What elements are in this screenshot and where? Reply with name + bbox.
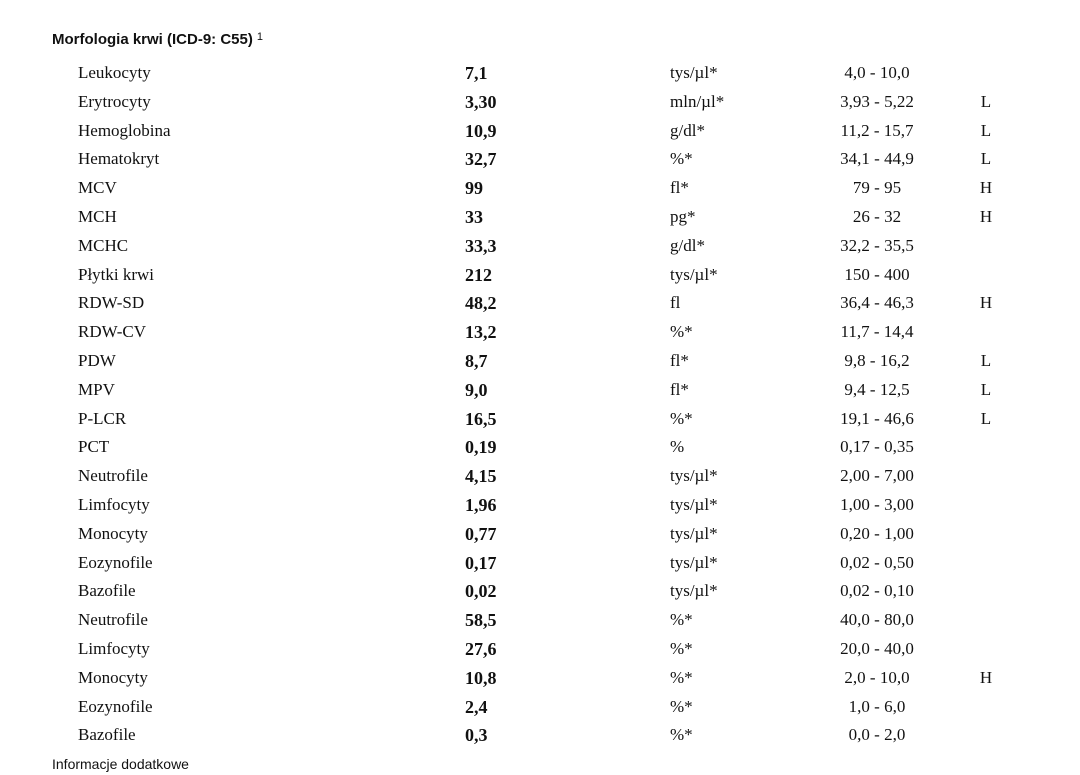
- test-value: 4,15: [465, 466, 497, 487]
- test-unit: g/dl*: [670, 235, 705, 255]
- test-unit: %*: [670, 149, 693, 169]
- test-value: 32,7: [465, 149, 497, 170]
- test-value: 1,96: [465, 494, 497, 515]
- abnormal-flag: H: [979, 667, 993, 687]
- reference-range: 4,0 - 10,0: [844, 63, 910, 82]
- result-row: [0, 432, 1080, 461]
- abnormal-flag: L: [980, 379, 992, 399]
- result-row: [0, 173, 1080, 202]
- abnormal-flag: H: [979, 293, 993, 313]
- reference-range: 9,8 - 16,2: [844, 350, 910, 370]
- abnormal-flag: L: [980, 120, 992, 140]
- reference-range: 11,2 - 15,7: [840, 120, 914, 140]
- result-row: [0, 288, 1080, 317]
- test-value: 33: [465, 206, 483, 227]
- test-unit: g/dl*: [670, 120, 705, 140]
- test-name: PCT: [78, 437, 110, 457]
- test-value: 10,9: [465, 120, 497, 141]
- result-row: [0, 116, 1080, 145]
- result-row: [0, 87, 1080, 116]
- test-unit: tys/µl*: [670, 264, 718, 284]
- test-name: Hematokryt: [78, 149, 160, 169]
- abnormal-flag: L: [980, 149, 992, 169]
- reference-range: 32,2 - 35,5: [840, 235, 914, 255]
- test-value: 0,02: [465, 581, 497, 602]
- test-value: 99: [465, 178, 483, 199]
- reference-range: 40,0 - 80,0: [840, 610, 914, 630]
- test-name: Monocyty: [78, 667, 148, 687]
- section-title-text: Morfologia krwi (ICD-9: C55): [52, 31, 253, 48]
- reference-range: 0,20 - 1,00: [840, 523, 914, 543]
- test-name: Płytki krwi: [78, 264, 155, 284]
- test-name: Leukocyty: [78, 63, 151, 82]
- test-value: 3,30: [465, 91, 497, 112]
- test-name: Bazofile: [78, 725, 136, 745]
- test-name: P-LCR: [78, 408, 127, 428]
- test-name: MCH: [78, 206, 117, 226]
- test-unit: tys/µl*: [670, 581, 718, 601]
- reference-range: 0,0 - 2,0: [848, 725, 906, 745]
- test-unit: %*: [670, 610, 693, 630]
- reference-range: 0,02 - 0,50: [840, 552, 914, 572]
- test-unit: %*: [670, 725, 693, 745]
- reference-range: 34,1 - 44,9: [840, 149, 914, 169]
- reference-range: 0,02 - 0,10: [840, 581, 914, 601]
- reference-range: 2,0 - 10,0: [844, 667, 910, 687]
- test-value: 27,6: [465, 638, 497, 659]
- test-name: MCHC: [78, 235, 129, 255]
- test-value: 0,19: [465, 437, 497, 458]
- test-unit: fl*: [670, 178, 689, 198]
- result-row: [0, 461, 1080, 490]
- result-row: [0, 490, 1080, 519]
- result-row: [0, 663, 1080, 692]
- abnormal-flag: H: [979, 178, 993, 198]
- result-row: [0, 576, 1080, 605]
- test-unit: %*: [670, 696, 693, 716]
- test-unit: tys/µl*: [670, 552, 718, 572]
- result-row: [0, 144, 1080, 173]
- test-name: RDW-CV: [78, 322, 146, 342]
- test-name: Bazofile: [78, 581, 136, 601]
- test-unit: mln/µl*: [670, 91, 725, 111]
- test-value: 13,2: [465, 322, 497, 343]
- test-unit: %*: [670, 638, 693, 658]
- result-row: [0, 634, 1080, 663]
- reference-range: 0,17 - 0,35: [840, 437, 914, 457]
- result-row: [0, 720, 1080, 749]
- test-value: 48,2: [465, 293, 497, 314]
- result-row: [0, 202, 1080, 231]
- test-unit: %: [670, 437, 685, 457]
- result-row: [0, 231, 1080, 260]
- reference-range: 20,0 - 40,0: [840, 638, 914, 658]
- test-value: 0,3: [465, 725, 488, 746]
- test-name: Monocyty: [78, 523, 148, 543]
- test-name: Hemoglobina: [78, 120, 171, 140]
- test-value: 0,17: [465, 552, 497, 573]
- test-unit: tys/µl*: [670, 494, 718, 514]
- test-value: 0,77: [465, 523, 497, 544]
- test-value: 7,1: [465, 63, 488, 83]
- test-unit: %*: [670, 322, 693, 342]
- test-value: 8,7: [465, 350, 488, 371]
- result-row: [0, 375, 1080, 404]
- reference-range: 3,93 - 5,22: [840, 91, 914, 111]
- results-table: [0, 58, 1080, 749]
- test-unit: tys/µl*: [670, 466, 718, 486]
- reference-range: 9,4 - 12,5: [844, 379, 910, 399]
- test-name: PDW: [78, 350, 116, 370]
- reference-range: 19,1 - 46,6: [840, 408, 914, 428]
- test-unit: %*: [670, 667, 693, 687]
- reference-range: 79 - 95: [852, 178, 902, 198]
- abnormal-flag: L: [980, 408, 992, 428]
- test-unit: tys/µl*: [670, 523, 718, 543]
- test-unit: pg*: [670, 206, 696, 226]
- test-name: Neutrofile: [78, 610, 148, 630]
- test-value: 212: [465, 264, 492, 285]
- reference-range: 26 - 32: [852, 206, 902, 226]
- result-row: [0, 346, 1080, 375]
- result-row: [0, 548, 1080, 577]
- test-unit: fl*: [670, 350, 689, 370]
- test-unit: %*: [670, 408, 693, 428]
- result-row: [0, 692, 1080, 721]
- footnote-marker: 1: [256, 31, 263, 43]
- abnormal-flag: H: [979, 206, 993, 226]
- test-name: Limfocyty: [78, 638, 150, 658]
- test-name: MCV: [78, 178, 117, 198]
- reference-range: 1,00 - 3,00: [840, 494, 914, 514]
- result-row: [0, 519, 1080, 548]
- result-row: [0, 260, 1080, 289]
- test-value: 9,0: [465, 379, 488, 400]
- test-unit: tys/µl*: [670, 63, 718, 82]
- result-row: [0, 605, 1080, 634]
- test-name: RDW-SD: [78, 293, 145, 313]
- reference-range: 150 - 400: [844, 264, 910, 284]
- test-name: Eozynofile: [78, 552, 153, 572]
- additional-info-heading: Informacje dodatkowe: [52, 756, 189, 772]
- test-value: 10,8: [465, 667, 497, 688]
- test-value: 2,4: [465, 696, 488, 717]
- reference-range: 11,7 - 14,4: [840, 322, 914, 342]
- test-name: Neutrofile: [78, 466, 148, 486]
- test-name: Eozynofile: [78, 696, 153, 716]
- abnormal-flag: L: [980, 350, 992, 370]
- test-name: MPV: [78, 379, 115, 399]
- result-row: [0, 404, 1080, 433]
- test-value: 58,5: [465, 610, 497, 631]
- test-unit: fl*: [670, 379, 689, 399]
- test-name: Erytrocyty: [78, 91, 151, 111]
- test-value: 16,5: [465, 408, 497, 429]
- reference-range: 2,00 - 7,00: [840, 466, 914, 486]
- reference-range: 36,4 - 46,3: [840, 293, 914, 313]
- test-value: 33,3: [465, 235, 497, 256]
- result-row: [0, 58, 1080, 87]
- result-row: [0, 317, 1080, 346]
- reference-range: 1,0 - 6,0: [848, 696, 906, 716]
- section-title: [52, 30, 263, 50]
- test-name: Limfocyty: [78, 494, 150, 514]
- test-unit: fl: [670, 293, 681, 313]
- abnormal-flag: L: [980, 91, 992, 111]
